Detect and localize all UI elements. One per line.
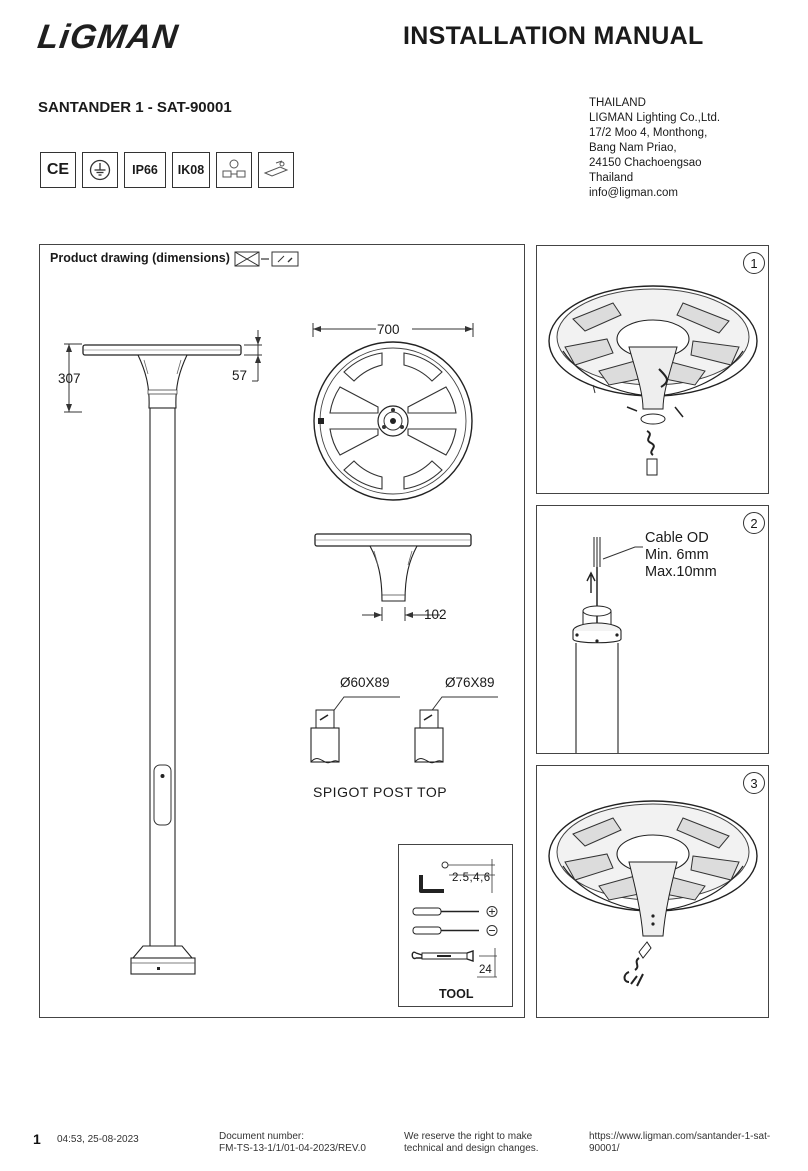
step-number: 3 [743, 772, 765, 794]
tool-label: TOOL [439, 987, 474, 1001]
step-number: 1 [743, 252, 765, 274]
address-line: 24150 Chachoengsao [589, 157, 702, 169]
spigot-post-top-drawing [302, 685, 502, 775]
pole-side-view-drawing [50, 330, 265, 990]
ce-mark-badge: CE [40, 152, 76, 188]
hex-key-sizes: 2.5,4,6 [452, 872, 491, 884]
tool-box [398, 844, 513, 1007]
ik-rating-badge: IK08 [172, 152, 210, 188]
product-drawing-panel [39, 244, 525, 1018]
footer-document-number [219, 1131, 366, 1155]
footer-line: technical and design changes. [404, 1143, 539, 1154]
spigot-label-60: Ø60X89 [340, 675, 390, 690]
step-1-illustration [543, 281, 765, 486]
dimension-height: 307 [58, 371, 81, 386]
luminaire-top-view-drawing [312, 321, 477, 511]
step-1-panel [536, 245, 769, 494]
cable-spec-line: Min. 6mm [645, 547, 709, 563]
footer-line: 90001/ [589, 1143, 620, 1154]
step-3-panel [536, 765, 769, 1018]
footer-disclaimer [404, 1131, 539, 1155]
step-number: 2 [743, 512, 765, 534]
step-3-illustration [543, 796, 765, 1011]
page-number: 1 [33, 1131, 41, 1147]
address-line: Bang Nam Priao, [589, 142, 677, 154]
cable-spec-line: Max.10mm [645, 564, 717, 580]
footer-timestamp: 04:53, 25-08-2023 [57, 1134, 139, 1145]
product-title: SANTANDER 1 - SAT-90001 [38, 99, 232, 116]
dimension-head-height: 57 [232, 368, 248, 383]
dimension-neck: 102 [424, 607, 447, 622]
luminaire-head-side-view-drawing [312, 531, 482, 631]
spigot-label-76: Ø76X89 [445, 675, 495, 690]
footer-line: We reserve the right to make [404, 1131, 533, 1142]
step-2-panel [536, 505, 769, 754]
address-line: LIGMAN Lighting Co.,Ltd. [589, 112, 721, 124]
address-line: Thailand [589, 172, 634, 184]
cable-spec-line: Cable OD [645, 530, 709, 546]
footer-line: FM-TS-13-1/1/01-04-2023/REV.0 [219, 1143, 366, 1154]
company-address [589, 96, 720, 201]
spigot-caption: SPIGOT POST TOP [313, 784, 448, 800]
certification-badges [40, 152, 294, 188]
document-title: INSTALLATION MANUAL [403, 22, 704, 50]
footer-line: Document number: [219, 1131, 305, 1142]
drawing-title: Product drawing (dimensions) [50, 251, 230, 265]
wrench-size: 24 [479, 964, 492, 976]
address-email: info@ligman.com [589, 187, 679, 199]
ip-rating-badge: IP66 [124, 152, 166, 188]
address-line: THAILAND [589, 97, 646, 109]
address-line: 17/2 Moo 4, Monthong, [589, 127, 708, 139]
dimension-diameter: 700 [377, 322, 400, 337]
driver-icon [216, 152, 252, 188]
brand-logo: LiGMAN [35, 18, 181, 56]
footer-line: https://www.ligman.com/santander-1-sat- [589, 1131, 771, 1142]
earth-ground-icon [82, 152, 118, 188]
step-2-illustration [567, 531, 687, 753]
tool-drawings [399, 845, 514, 985]
surface-mount-icon [258, 152, 294, 188]
footer-product-url[interactable] [589, 1131, 770, 1155]
surface-mount-icon [234, 250, 304, 273]
